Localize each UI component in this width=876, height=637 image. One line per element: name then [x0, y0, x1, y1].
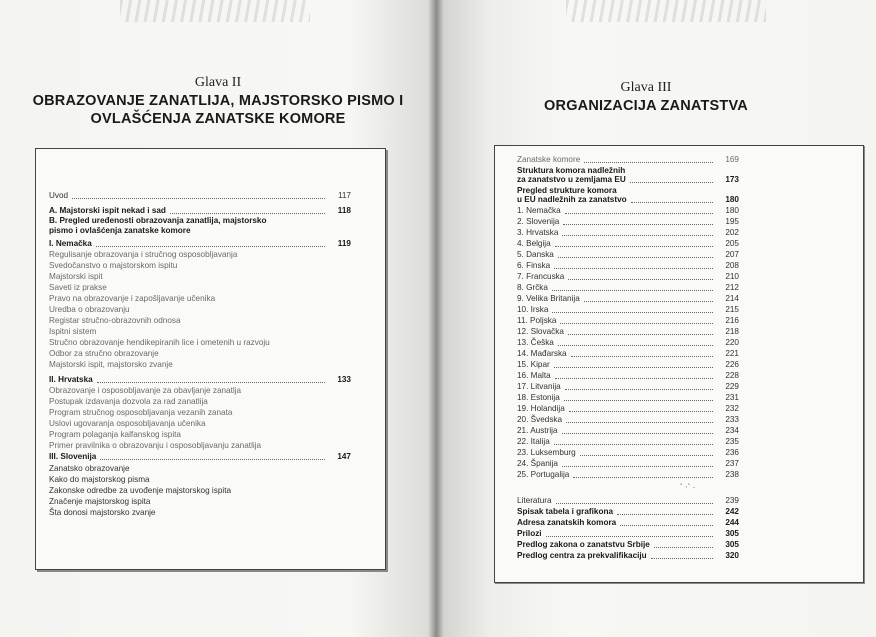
toc-entry	[517, 261, 739, 271]
toc-entry-title: 4. Belgija	[517, 239, 551, 248]
toc-page-number: 226	[725, 360, 739, 369]
toc-entry	[517, 349, 739, 359]
toc-leader-dots	[552, 305, 713, 313]
toc-entry	[517, 551, 739, 561]
toc-leader-dots	[552, 283, 713, 291]
toc-leader-dots	[631, 195, 713, 203]
toc-entry	[517, 507, 739, 517]
toc-page-number: 214	[725, 294, 739, 303]
toc-entry-title: Majstorski ispit	[49, 272, 103, 281]
toc-entry	[517, 518, 739, 528]
toc-entry-title: Pravo na obrazovanje i zapošljavanje učenika	[49, 294, 216, 303]
toc-entry	[517, 327, 739, 337]
chapter-title-line-1: OBRAZOVANJE ZANATLIJA, MAJSTORSKO PISMO I	[32, 93, 404, 109]
toc-page-number: 210	[725, 272, 739, 281]
toc-leader-dots	[554, 360, 713, 368]
toc-entry	[49, 206, 351, 216]
toc-leader-dots	[558, 250, 713, 258]
toc-entry	[517, 540, 739, 550]
toc-entry	[49, 397, 351, 407]
chapter-label: Glava II	[194, 75, 242, 90]
toc-entry-title: Zanatsko obrazovanje	[49, 464, 130, 473]
toc-page-number: 180	[725, 206, 739, 215]
toc-entry-title: 5. Danska	[517, 250, 554, 259]
toc-entry-title: Stručno obrazovanje hendikepiranih lice i ometenih u razvoju	[49, 338, 270, 347]
toc-entry-title: II. Hrvatska	[49, 375, 93, 384]
toc-entry-title: Program polaganja kalfanskog ispita	[49, 430, 181, 439]
toc-page-number: 117	[337, 191, 351, 200]
toc-entry-title: Predlog centra za prekvalifikaciju	[517, 551, 647, 560]
toc-leader-dots	[584, 294, 713, 302]
toc-entry-title: Zanatske komore	[517, 155, 581, 164]
toc-entry	[517, 448, 739, 458]
toc-page-number: 305	[725, 529, 739, 538]
toc-entry	[49, 316, 351, 326]
toc-leader-dots	[555, 371, 713, 379]
toc-entry	[49, 486, 351, 496]
toc-entry	[517, 382, 739, 392]
toc-entry	[49, 338, 351, 348]
right-page	[436, 0, 876, 637]
toc-page-number: 220	[725, 338, 739, 347]
toc-entry	[49, 216, 351, 226]
toc-entry-title: 3. Hrvatska	[517, 228, 559, 237]
toc-leader-dots	[562, 426, 713, 434]
toc-entry	[517, 195, 739, 205]
toc-entry	[517, 371, 739, 381]
toc-entry-title: III. Slovenija	[49, 452, 97, 461]
toc-leader-dots	[563, 217, 713, 225]
toc-entry	[517, 338, 739, 348]
toc-entry-title: Šta donosi majstorsko zvanje	[49, 508, 156, 517]
toc-page-number: 235	[725, 437, 739, 446]
chapter-heading-right	[436, 80, 856, 115]
toc-entry	[49, 497, 351, 507]
toc-page-number: 133	[337, 375, 351, 384]
toc-entry-title: 10. Irska	[517, 305, 549, 314]
toc-entry	[517, 155, 739, 165]
toc-page-number: 205	[725, 239, 739, 248]
toc-entry-title: pismo i ovlašćenja zanatske komore	[49, 226, 191, 235]
toc-box-left	[35, 148, 386, 570]
chapter-label: Glava III	[620, 80, 672, 95]
toc-entry	[517, 404, 739, 414]
toc-entry-title: Pregled strukture komora	[517, 186, 617, 195]
toc-entry-title: 14. Mađarska	[517, 349, 567, 358]
toc-entry-title: u EU nadležnih za zanatstvo	[517, 195, 627, 204]
toc-leader-dots	[562, 459, 713, 467]
toc-leader-dots	[555, 239, 713, 247]
toc-page-number: 173	[725, 175, 739, 184]
toc-leader-dots	[651, 551, 713, 559]
toc-entry	[517, 217, 739, 227]
toc-leader-dots	[617, 507, 713, 515]
toc-entry	[49, 327, 351, 337]
toc-entry-title: 21. Austrija	[517, 426, 558, 435]
toc-entry-title: 11. Poljska	[517, 316, 557, 325]
toc-leader-dots	[571, 349, 713, 357]
toc-entry-title: 19. Holandija	[517, 404, 565, 413]
toc-entry-title: Registar stručno-obrazovnih odnosa	[49, 316, 181, 325]
toc-entry-title: Struktura komora nadležnih	[517, 166, 626, 175]
toc-leader-dots	[96, 239, 325, 247]
toc-entry-title: Odbor za stručno obrazovanje	[49, 349, 159, 358]
toc-leader-dots	[560, 316, 713, 324]
toc-entry	[49, 441, 351, 451]
toc-leader-dots	[568, 327, 713, 335]
toc-entry	[49, 305, 351, 315]
toc-entry-title: B. Pregled uređenosti obrazovanja zanatlija, majstorsko	[49, 216, 267, 225]
toc-leader-dots	[558, 338, 713, 346]
toc-entry	[49, 508, 351, 518]
toc-page-number: 234	[725, 426, 739, 435]
toc-entry	[49, 250, 351, 260]
toc-entry	[49, 349, 351, 359]
toc-entry	[49, 419, 351, 429]
toc-entry-title: Obrazovanje i osposobljavanje za obavljanje zanatlja	[49, 386, 242, 395]
toc-entry-title: za zanatstvo u zemljama EU	[517, 175, 626, 184]
toc-page-number: 212	[725, 283, 739, 292]
toc-leader-dots	[565, 382, 713, 390]
toc-entry	[517, 437, 739, 447]
toc-page-number: 238	[725, 470, 739, 479]
toc-leader-dots	[584, 155, 713, 163]
toc-entry-title: 1. Nemačka	[517, 206, 561, 215]
toc-entry-title: Ispitni sistem	[49, 327, 97, 336]
toc-leader-dots	[566, 415, 713, 423]
toc-entry	[517, 393, 739, 403]
toc-entry-title: Zakonske odredbe za uvođenje majstorskog ispita	[49, 486, 232, 495]
toc-leader-dots	[620, 518, 713, 526]
toc-entry-title: 18. Estonija	[517, 393, 560, 402]
toc-page-number: 236	[725, 448, 739, 457]
toc-entry	[517, 470, 739, 480]
toc-entry	[517, 415, 739, 425]
toc-entry-title: I. Nemačka	[49, 239, 92, 248]
toc-leader-dots	[554, 437, 713, 445]
toc-page-number: 221	[725, 349, 739, 358]
toc-page-number: 233	[725, 415, 739, 424]
toc-page-number: 239	[725, 496, 739, 505]
toc-entry	[517, 239, 739, 249]
toc-entry-title: 15. Kipar	[517, 360, 550, 369]
toc-page-number: 215	[725, 305, 739, 314]
toc-entry	[49, 272, 351, 282]
toc-entry-title: Kako do majstorskog pisma	[49, 475, 150, 484]
chapter-heading-left	[0, 75, 436, 128]
toc-entry-title: 6. Finska	[517, 261, 551, 270]
toc-leader-dots	[569, 404, 713, 412]
toc-entry-title: 13. Češka	[517, 338, 554, 347]
toc-entry-title: Regulisanje obrazovanja i stručnog osposobljavanja	[49, 250, 238, 259]
toc-page-number: 218	[725, 327, 739, 336]
left-page	[0, 0, 436, 637]
toc-entry-title: 16. Malta	[517, 371, 551, 380]
toc-entry-title: Predlog zakona o zanatstvu Srbije	[517, 540, 650, 549]
toc-entry	[49, 239, 351, 249]
toc-page-number: 305	[725, 540, 739, 549]
toc-leader-dots	[573, 470, 713, 478]
toc-entry-title: 12. Slovačka	[517, 327, 564, 336]
toc-page-number: 119	[337, 239, 351, 248]
toc-leader-dots	[72, 191, 325, 199]
toc-page-number: 207	[725, 250, 739, 259]
toc-entry	[517, 316, 739, 326]
toc-entry	[49, 430, 351, 440]
toc-leader-dots	[568, 272, 713, 280]
toc-leader-dots	[630, 175, 713, 183]
toc-entry-title: Uslovi ugovaranja osposobljavanja učenika	[49, 419, 206, 428]
toc-entry-title: Majstorski ispit, majstorsko zvanje	[49, 360, 173, 369]
toc-entry	[49, 283, 351, 293]
toc-page-number: 208	[725, 261, 739, 270]
toc-entry-title: Postupak izdavanja dozvola za rad zanatlija	[49, 397, 208, 406]
toc-entry	[517, 529, 739, 539]
toc-entry-title: Uredba o obrazovanju	[49, 305, 130, 314]
toc-entry-title: Saveti iz prakse	[49, 283, 107, 292]
toc-page-number: 231	[725, 393, 739, 402]
toc-page-number: 244	[725, 518, 739, 527]
toc-entry-title: Spisak tabela i grafikona	[517, 507, 614, 516]
toc-entry	[49, 464, 351, 474]
toc-page-number: 147	[337, 452, 351, 461]
toc-leader-dots	[546, 529, 713, 537]
toc-entry	[517, 426, 739, 436]
toc-page-number: 169	[725, 155, 739, 164]
toc-entry	[517, 175, 739, 185]
toc-leader-dots	[100, 452, 325, 460]
toc-leader-dots	[562, 228, 713, 236]
toc-page-number: 202	[725, 228, 739, 237]
toc-leader-dots	[565, 206, 713, 214]
toc-entry-title: Značenje majstorskog ispita	[49, 497, 151, 506]
toc-page-number: 180	[725, 195, 739, 204]
toc-entry-title: Svedočanstvo o majstorskom ispitu	[49, 261, 178, 270]
toc-entry	[49, 360, 351, 370]
toc-page-number: 195	[725, 217, 739, 226]
toc-leader-dots	[654, 540, 713, 548]
toc-entry	[49, 261, 351, 271]
toc-entry	[49, 386, 351, 396]
toc-leader-dots	[580, 448, 713, 456]
toc-entry	[49, 294, 351, 304]
chapter-title-line-2: OVLAŠĆENJA ZANATSKE KOMORE	[90, 111, 346, 127]
toc-entry-title: 2. Slovenija	[517, 217, 560, 226]
toc-entry	[517, 360, 739, 370]
toc-leader-dots	[170, 206, 325, 214]
ink-mark: ﾟ·ﾟ·	[680, 483, 697, 492]
toc-entry	[517, 459, 739, 469]
book-gutter	[428, 0, 444, 637]
toc-entry	[517, 294, 739, 304]
pencil-scribble	[566, 0, 766, 22]
toc-page-number: 242	[725, 507, 739, 516]
toc-entry-title: 25. Portugalija	[517, 470, 570, 479]
toc-entry-title: 20. Švedska	[517, 415, 563, 424]
toc-entry	[517, 206, 739, 216]
toc-page-number: 228	[725, 371, 739, 380]
chapter-title: ORGANIZACIJA ZANATSTVA	[544, 98, 748, 114]
pencil-scribble	[120, 0, 310, 22]
toc-page-number: 320	[725, 551, 739, 560]
toc-entry-title: A. Majstorski ispit nekad i sad	[49, 206, 166, 215]
toc-entry-title: 7. Francuska	[517, 272, 565, 281]
toc-entry-title: 17. Litvanija	[517, 382, 561, 391]
toc-page-number: 232	[725, 404, 739, 413]
toc-entry	[49, 226, 351, 236]
toc-entry-title: Literatura	[517, 496, 552, 505]
toc-entry	[517, 228, 739, 238]
toc-entry	[49, 375, 351, 385]
toc-leader-dots	[556, 496, 713, 504]
toc-page-number: 118	[337, 206, 351, 215]
toc-entry-title: 22. Italija	[517, 437, 550, 446]
toc-leader-dots	[554, 261, 713, 269]
toc-entry	[49, 408, 351, 418]
toc-box-right	[494, 145, 864, 583]
toc-entry-title: Program stručnog osposobljavanja vezanih zanata	[49, 408, 233, 417]
toc-leader-dots	[564, 393, 713, 401]
toc-entry	[49, 475, 351, 485]
toc-entry	[517, 250, 739, 260]
toc-entry-title: Uvod	[49, 191, 69, 200]
toc-entry-title: Primer pravilnika o obrazovanju i osposobljavanju zanatlija	[49, 441, 262, 450]
toc-entry-title: Adresa zanatskih komora	[517, 518, 617, 527]
toc-page-number: 216	[725, 316, 739, 325]
toc-entry-title: 24. Španija	[517, 459, 558, 468]
toc-page-number: 229	[725, 382, 739, 391]
toc-entry	[49, 191, 351, 201]
toc-page-number: 237	[725, 459, 739, 468]
toc-entry	[49, 452, 351, 462]
toc-entry	[517, 496, 739, 506]
toc-entry-title: 9. Velika Britanija	[517, 294, 580, 303]
toc-entry	[517, 272, 739, 282]
toc-entry-title: 23. Luksemburg	[517, 448, 576, 457]
toc-entry-title: Prilozi	[517, 529, 542, 538]
toc-entry-title: 8. Grčka	[517, 283, 548, 292]
toc-entry	[517, 283, 739, 293]
toc-leader-dots	[97, 375, 325, 383]
toc-entry	[517, 305, 739, 315]
